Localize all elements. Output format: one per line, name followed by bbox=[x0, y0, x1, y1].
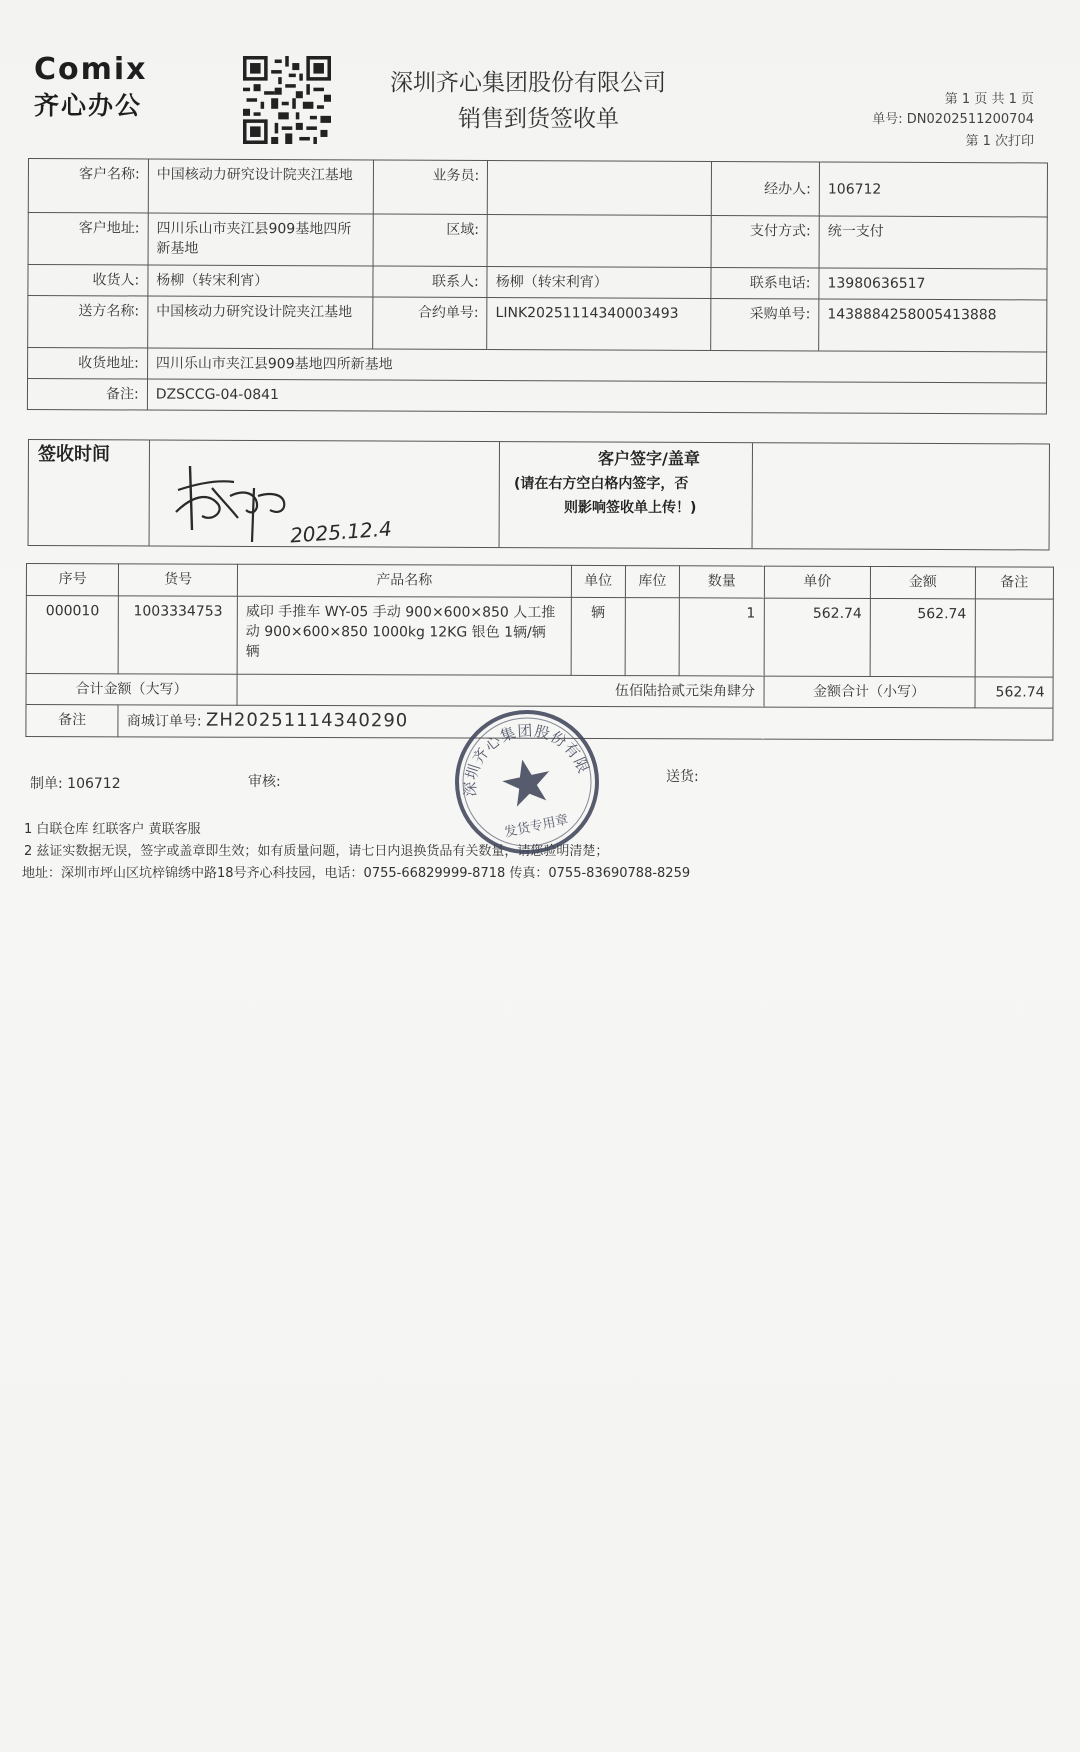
handler-label: 经办人: bbox=[711, 161, 819, 215]
footer-note-1: 1 白联仓库 红联客户 黄联客服 bbox=[24, 822, 201, 837]
order-number bbox=[872, 108, 1034, 127]
phone-value: 13980636517 bbox=[819, 268, 1047, 300]
sign-note-line2: 则影响签收单上传！) bbox=[564, 500, 697, 516]
document-title: 销售到货签收单 bbox=[458, 106, 619, 132]
col-header-price: 单价 bbox=[764, 566, 871, 598]
row-product-name: 威印 手推车 WY-05 手动 900×600×850 人工推动 900×600×850 1000kg 12KG 银色 1辆/辆 辆 bbox=[237, 596, 571, 675]
col-header-sku: 货号 bbox=[119, 564, 238, 596]
col-header-location: 库位 bbox=[625, 566, 679, 598]
region-value bbox=[487, 215, 711, 268]
review-label: 审核: bbox=[248, 774, 281, 790]
region-label: 区域: bbox=[373, 214, 487, 266]
logo-chinese: 齐心办公 bbox=[34, 91, 143, 120]
svg-text:发货专用章: 发货专用章 bbox=[503, 812, 570, 841]
customer-sign-label: 客户签字/盖章 bbox=[598, 449, 700, 468]
remark-value: DZSCCG-04-0841 bbox=[147, 379, 1046, 414]
footer-address: 地址：深圳市坪山区坑梓锦绣中路18号齐心科技园，电话：0755-66829999-8718 传真：0755-83690788-8259 bbox=[22, 866, 691, 881]
contract-number-value: LINK20251114340003493 bbox=[487, 298, 711, 351]
col-header-unit: 单位 bbox=[571, 565, 625, 597]
total-upper-label: 合计金额（大写） bbox=[26, 674, 237, 706]
sign-time-label: 签收时间 bbox=[38, 444, 110, 465]
deliver-label: 送货: bbox=[666, 769, 699, 785]
logo-english: Comix bbox=[34, 52, 148, 87]
customer-address-label: 客户地址: bbox=[28, 213, 148, 266]
qr-code-icon bbox=[243, 56, 331, 144]
maker-value: 106712 bbox=[67, 776, 121, 792]
order-number-value: DN0202511200704 bbox=[906, 112, 1034, 127]
remark-label: 备注: bbox=[27, 379, 147, 411]
maker-label: 制单: bbox=[30, 776, 63, 792]
row-sku: 1003334753 bbox=[119, 596, 238, 674]
col-header-qty: 数量 bbox=[679, 566, 764, 598]
handwritten-signature bbox=[172, 452, 292, 542]
col-header-note: 备注 bbox=[975, 567, 1054, 599]
svg-text:深圳齐心集团股份有限公司: 深圳齐心集团股份有限公司 bbox=[461, 721, 594, 797]
customer-address-value: 四川乐山市夹江县909基地四所新基地 bbox=[148, 213, 374, 266]
delivery-address-value: 四川乐山市夹江县909基地四所新基地 bbox=[147, 348, 1046, 383]
total-lower-value: 562.74 bbox=[975, 677, 1054, 708]
page-info: 第 1 页 共 1 页 bbox=[944, 92, 1034, 107]
mall-order-value: ZH20251114340290 bbox=[206, 709, 409, 732]
receiver-label: 收货人: bbox=[28, 265, 148, 297]
payment-method-label: 支付方式: bbox=[711, 215, 819, 267]
items-remark-label: 备注 bbox=[26, 705, 119, 737]
table-row bbox=[26, 596, 1053, 678]
total-upper-value: 伍佰陆拾贰元柒角肆分 bbox=[237, 674, 764, 707]
purchase-number-label: 采购单号: bbox=[711, 298, 819, 350]
customer-name-label: 客户名称: bbox=[28, 159, 148, 214]
col-header-product: 产品名称 bbox=[237, 564, 571, 597]
salesman-value bbox=[488, 161, 712, 216]
total-lower-label: 金额合计（小写） bbox=[764, 676, 975, 708]
print-count: 第 1 次打印 bbox=[965, 134, 1034, 149]
payment-method-value: 统一支付 bbox=[819, 216, 1047, 269]
col-header-seq: 序号 bbox=[26, 564, 119, 596]
company-seal bbox=[452, 707, 602, 857]
mall-order-label: 商城订单号: bbox=[126, 713, 202, 730]
delivery-address-label: 收货地址: bbox=[28, 348, 148, 380]
row-amount: 562.74 bbox=[870, 598, 975, 676]
salesman-label: 业务员: bbox=[374, 160, 488, 214]
purchase-number-value: 1438884258005413888 bbox=[819, 299, 1047, 352]
row-price: 562.74 bbox=[764, 598, 871, 676]
contract-number-label: 合约单号: bbox=[373, 297, 487, 349]
col-header-amount: 金额 bbox=[870, 566, 975, 598]
row-location bbox=[625, 598, 680, 676]
sign-note-line1: (请在右方空白格内签字，否 bbox=[514, 476, 689, 492]
customer-name-value: 中国核动力研究设计院夹江基地 bbox=[148, 159, 374, 214]
ship-to-label: 送方名称: bbox=[28, 296, 148, 349]
handler-value: 106712 bbox=[819, 162, 1047, 217]
receiver-value: 杨柳（转宋利宵） bbox=[148, 265, 374, 297]
row-seq: 000010 bbox=[26, 596, 119, 674]
handwritten-date: 2025.12.4 bbox=[289, 516, 393, 548]
ship-to-value: 中国核动力研究设计院夹江基地 bbox=[147, 296, 373, 349]
phone-label: 联系电话: bbox=[711, 267, 819, 298]
contact-value: 杨柳（转宋利宵） bbox=[487, 267, 711, 299]
contact-label: 联系人: bbox=[373, 266, 487, 297]
maker bbox=[30, 773, 121, 793]
company-name: 深圳齐心集团股份有限公司 bbox=[390, 70, 666, 96]
row-qty: 1 bbox=[679, 598, 764, 676]
row-note bbox=[975, 599, 1054, 677]
footer-note-2: 2 兹证实数据无误，签字或盖章即生效；如有质量问题，请七日内退换货品有关数量，请您验明清楚； bbox=[24, 844, 609, 859]
order-number-label: 单号: bbox=[872, 112, 903, 127]
row-unit: 辆 bbox=[571, 597, 626, 675]
customer-info-table bbox=[27, 158, 1048, 414]
